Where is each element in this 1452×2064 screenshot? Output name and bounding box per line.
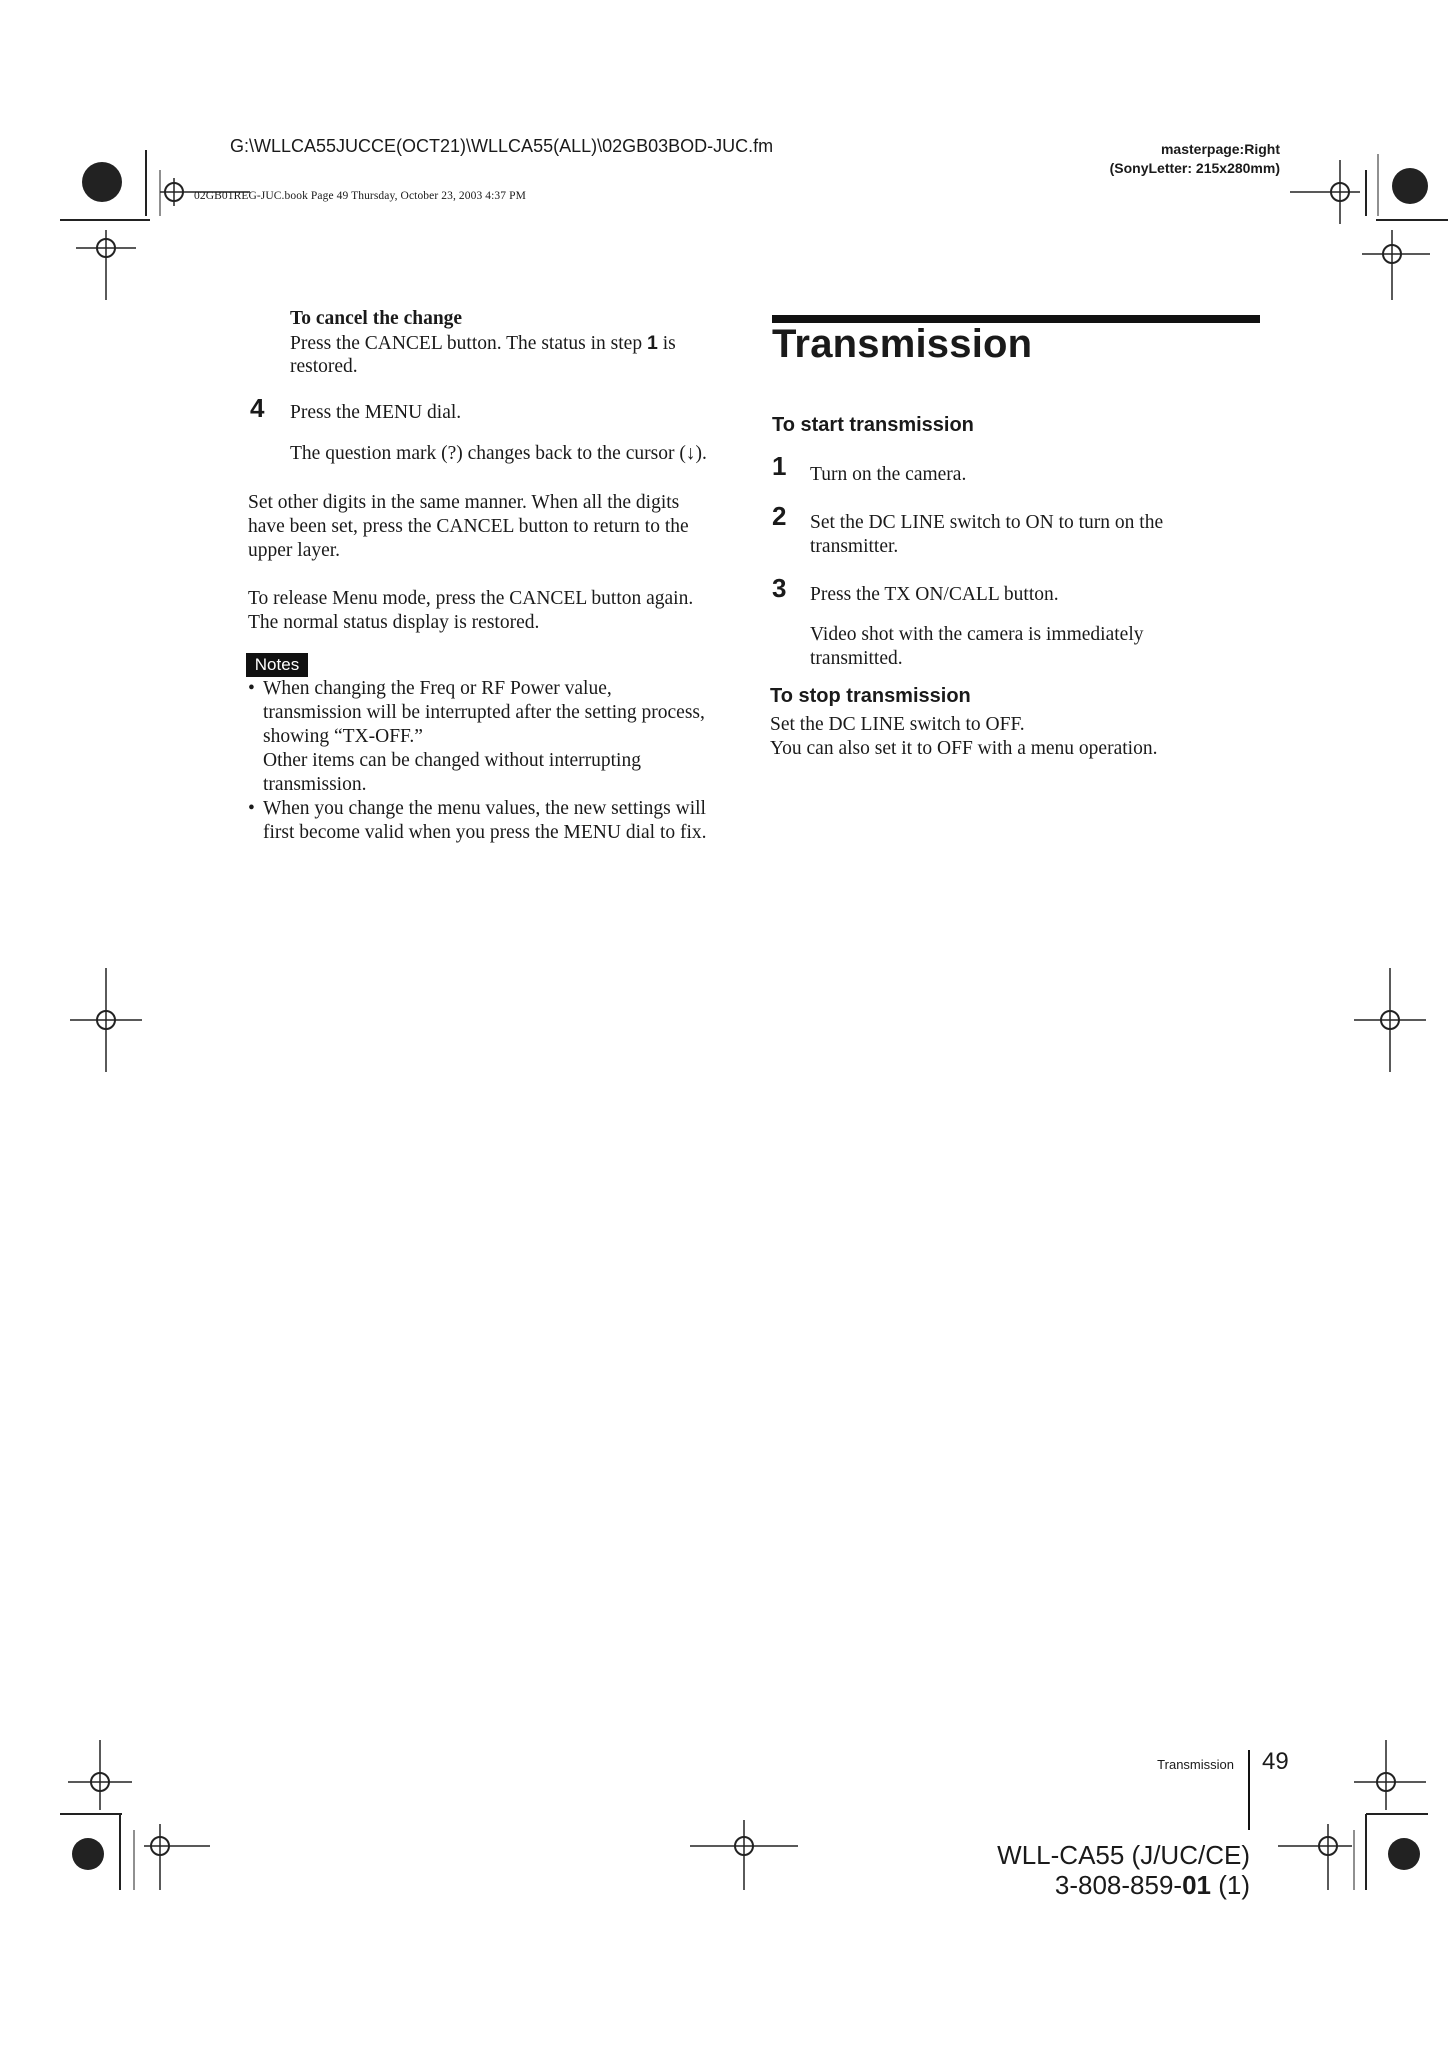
registration-mark-middle-right [1350,968,1430,1072]
masterpage-label: masterpage:Right [1160,141,1280,157]
registration-mark-top-left [60,140,280,310]
step-2-line-2: transmitter. [810,536,899,557]
para-1-line-3: upper layer. [248,540,341,561]
registration-mark-top-right [1290,140,1450,310]
note-1-line-4: Other items can be changed without interrupting [263,750,641,771]
header-masterpage [1020,140,1280,178]
stop-line-1: Set the DC LINE switch to OFF. [770,714,1025,735]
cancel-line-1-text: Press the CANCEL button. The status in step [290,333,647,354]
stop-line-2: You can also set it to OFF with a menu operation. [770,738,1158,759]
header-file-path: G:\WLLCA55JUCCE(OCT21)\WLLCA55(ALL)\02GB03BOD-JUC.fm [230,136,774,156]
notes-badge: Notes [246,653,308,677]
page-number: 49 [1262,1748,1289,1775]
para-2-line-2: The normal status display is restored. [248,612,540,633]
cancel-line-1 [290,331,676,356]
stop-transmission-heading: To stop transmission [770,685,971,707]
footer-divider [1248,1750,1250,1830]
step-3-detail-line-2: transmitted. [810,648,903,669]
step-4-number: 4 [250,393,265,423]
registration-mark-bottom-left [60,1740,230,1900]
part-number-prefix: 3-808-859- [1054,1870,1183,1900]
note-1-line-5: transmission. [263,774,367,795]
step-3-number: 3 [772,573,787,603]
note-1-line-2: transmission will be interrupted after the setting process, [263,702,705,723]
step-4-detail: The question mark (?) changes back to the cursor (↓). [290,443,707,464]
letter-size-label: (SonyLetter: 215x280mm) [1109,160,1280,176]
step-3-detail-line-1: Video shot with the camera is immediately [810,624,1144,645]
cancel-line-2: restored. [290,356,358,377]
step-1-number: 1 [772,451,787,481]
step-2-line-1: Set the DC LINE switch to ON to turn on the [810,512,1164,533]
note-1-bullet: • [248,678,255,699]
para-1-line-2: have been set, press the CANCEL button to return to the [248,516,689,537]
part-number-suffix: (1) [1211,1870,1250,1900]
step-1-text: Turn on the camera. [810,464,967,485]
note-1-line-3: showing “TX-OFF.” [263,726,423,747]
para-2-line-1: To release Menu mode, press the CANCEL button again. [248,588,694,609]
part-number-revision: 01 [1182,1870,1211,1900]
note-1 [248,677,705,797]
note-2-line-1: When you change the menu values, the new settings will [263,798,706,819]
cancel-line-1-tail: is [657,333,676,354]
note-2-line-2: first become valid when you press the MENU dial to fix. [263,822,707,843]
step-2-number: 2 [772,501,787,531]
registration-mark-bottom-right [1278,1740,1438,1900]
model-block [830,1840,1250,1900]
step-4-text: Press the MENU dial. [290,402,462,423]
cancel-step-ref: 1 [646,332,658,354]
registration-mark-bottom-center [690,1820,800,1900]
cancel-heading: To cancel the change [290,308,463,329]
header-book-line: 02GB01REG-JUC.book Page 49 Thursday, October 23, 2003 4:37 PM [194,190,526,202]
note-2-bullet: • [248,798,255,819]
note-1-line-1: When changing the Freq or RF Power value, [263,678,612,699]
section-title: Transmission [772,322,1033,366]
model-name: WLL-CA55 (J/UC/CE) [997,1840,1250,1870]
part-number [830,1870,1250,1900]
footer-section-label: Transmission [1157,1757,1234,1772]
registration-mark-middle-left [70,968,150,1072]
para-1-line-1: Set other digits in the same manner. When all the digits [248,492,680,513]
note-2 [248,797,707,845]
step-3-text: Press the TX ON/CALL button. [810,584,1059,605]
start-transmission-heading: To start transmission [772,414,974,436]
